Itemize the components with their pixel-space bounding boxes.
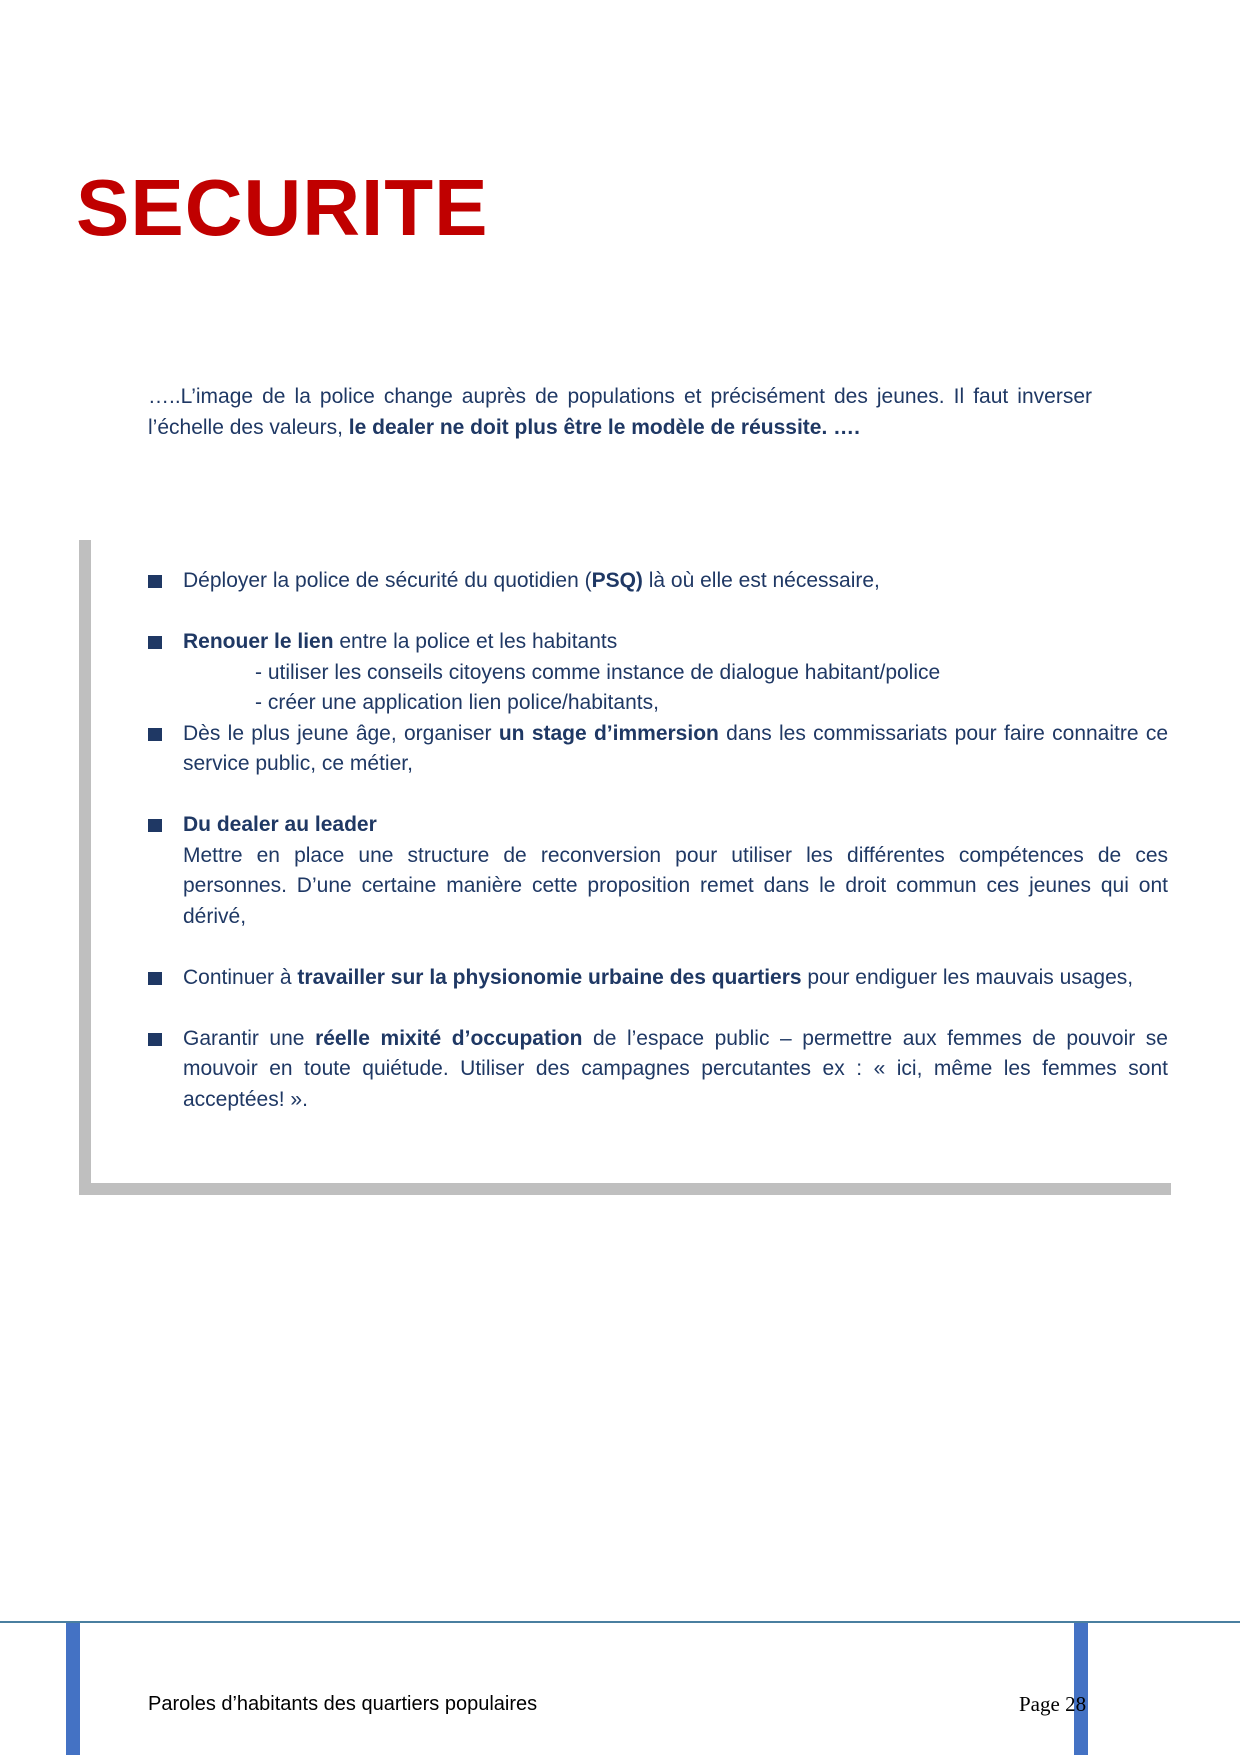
item-text: pour endiguer les mauvais usages, (801, 965, 1134, 989)
square-bullet-icon (148, 575, 162, 588)
intro-paragraph (148, 382, 1092, 443)
item-text: Continuer à (183, 965, 298, 989)
footer-divider (0, 1621, 1240, 1623)
list-item-psq (148, 566, 1168, 597)
square-bullet-icon (148, 819, 162, 832)
intro-bold-text: le dealer ne doit plus être le modèle de réussite. …. (348, 415, 860, 439)
item-bold-text: un stage d’immersion (498, 721, 719, 745)
square-bullet-icon (148, 972, 162, 985)
page-number: Page 28 (1019, 1692, 1087, 1716)
square-bullet-icon (148, 1033, 162, 1046)
frame-bottom-border (79, 1183, 1171, 1195)
list-item-stage-immersion (148, 719, 1168, 780)
intro-text: …..L’image de la police change auprès de populations et précisément des jeunes. Il faut inverser l’échelle des valeurs, (148, 385, 1092, 439)
item-text: Déployer la police de sécurité du quotidien ( (183, 569, 592, 592)
list-item-renouer-lien (148, 627, 1168, 719)
list-item-physionomie-urbaine (148, 963, 1168, 994)
item-bold-text: Du dealer au leader (183, 813, 377, 836)
footer-right-bar (1074, 1623, 1088, 1755)
list-item-mixite (148, 1024, 1168, 1116)
item-bold-text: PSQ) (591, 569, 643, 592)
item-text: là où elle est nécessaire, (642, 569, 880, 592)
footer-document-title: Paroles d’habitants des quartiers populaires (148, 1693, 538, 1715)
item-text: dans les commissariats pour faire connaitre ce service public, ce métier, (183, 721, 1169, 775)
item-bold-text: Renouer le lien (183, 630, 334, 653)
item-bold-text: réelle mixité d’occupation (315, 1026, 583, 1050)
square-bullet-icon (148, 728, 162, 741)
frame-left-border (79, 540, 91, 1195)
sub-item: - utiliser les conseils citoyens comme instance de dialogue habitant/police (255, 660, 941, 684)
footer-left-bar (66, 1623, 80, 1755)
page-title: SECURITE (76, 163, 489, 252)
square-bullet-icon (148, 636, 162, 649)
item-text: entre la police et les habitants (333, 630, 618, 653)
item-text: Dès le plus jeune âge, organiser (183, 721, 499, 745)
item-body: Mettre en place une structure de reconversion pour utiliser les différentes compétences de ces personnes. D’une certaine manière cette proposition remet dans le droit commun ces jeunes qui ont dérivé, (183, 843, 1168, 928)
list-item-dealer-leader (148, 810, 1168, 932)
item-bold-text: travailler sur la physionomie urbaine des quartiers (297, 965, 802, 989)
item-text: Garantir une (183, 1026, 316, 1050)
item-text: de l’espace public – permettre aux femmes de pouvoir se mouvoir en toute quiétude. Utiliser des campagnes percutantes ex : « ici, même les femmes sont acceptées! ». (183, 1026, 1168, 1111)
sub-item: - créer une application lien police/habitants, (255, 691, 659, 714)
proposals-list (148, 566, 1168, 1115)
